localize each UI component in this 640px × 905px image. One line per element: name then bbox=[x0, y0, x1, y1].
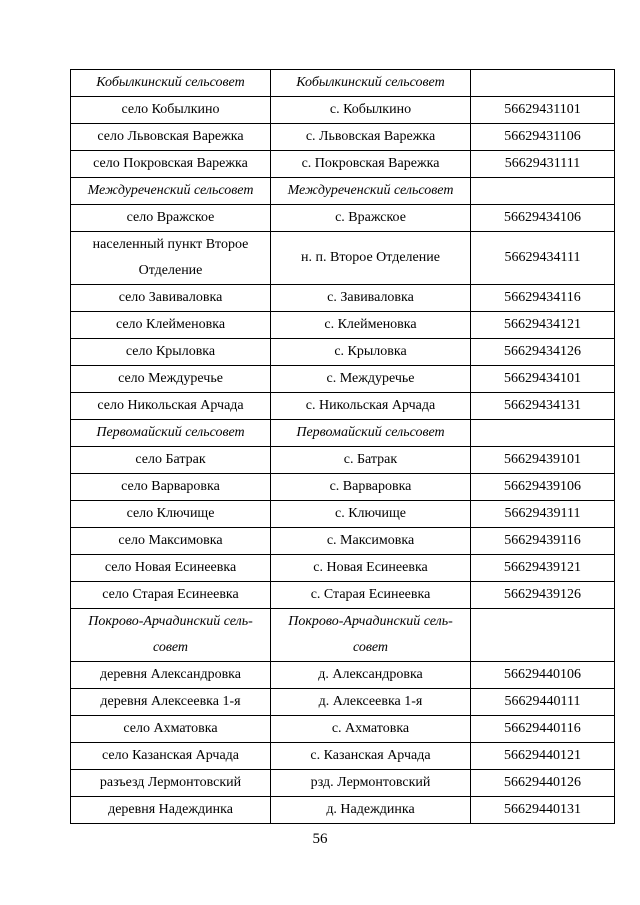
settlement-full-name: село Новая Есинеевка bbox=[71, 555, 271, 582]
settlement-full-name: село Вражское bbox=[71, 205, 271, 232]
settlements-table bbox=[70, 69, 615, 824]
table-row bbox=[71, 151, 615, 178]
settlement-short-name: с. Ахматовка bbox=[271, 716, 471, 743]
settlement-full-name: деревня Александровка bbox=[71, 662, 271, 689]
settlement-short-name: с. Казанская Арчада bbox=[271, 743, 471, 770]
settlement-short-name: с. Клейменовка bbox=[271, 312, 471, 339]
oktmo-code: 56629440126 bbox=[471, 770, 615, 797]
settlement-short-name: рзд. Лермонтовский bbox=[271, 770, 471, 797]
settlement-short-name: с. Ключище bbox=[271, 501, 471, 528]
settlement-short-name: д. Алексеевка 1-я bbox=[271, 689, 471, 716]
table-row bbox=[71, 97, 615, 124]
settlement-short-name: с. Завиваловка bbox=[271, 285, 471, 312]
oktmo-code: 56629440111 bbox=[471, 689, 615, 716]
table-row bbox=[71, 124, 615, 151]
table-row bbox=[71, 662, 615, 689]
oktmo-code: 56629434111 bbox=[471, 232, 615, 285]
settlement-short-name: с. Батрак bbox=[271, 447, 471, 474]
settlement-short-name: с. Междуречье bbox=[271, 366, 471, 393]
page-number: 56 bbox=[312, 831, 328, 847]
settlement-full-name: село Казанская Арчада bbox=[71, 743, 271, 770]
settlement-full-name: Кобылкинский сельсовет bbox=[71, 70, 271, 97]
settlement-short-name: с. Максимовка bbox=[271, 528, 471, 555]
oktmo-code: 56629439106 bbox=[471, 474, 615, 501]
settlement-short-name: с. Никольская Арчада bbox=[271, 393, 471, 420]
settlement-short-name: Кобылкинский сельсовет bbox=[271, 70, 471, 97]
settlement-full-name: разъезд Лермонтовский bbox=[71, 770, 271, 797]
settlement-full-name: село Ключище bbox=[71, 501, 271, 528]
table-row bbox=[71, 528, 615, 555]
council-header-row bbox=[71, 70, 615, 97]
settlement-short-name: с. Варваровка bbox=[271, 474, 471, 501]
table-row bbox=[71, 393, 615, 420]
council-header-row bbox=[71, 420, 615, 447]
table-row bbox=[71, 555, 615, 582]
oktmo-code: 56629434131 bbox=[471, 393, 615, 420]
oktmo-code: 56629440121 bbox=[471, 743, 615, 770]
oktmo-code: 56629440106 bbox=[471, 662, 615, 689]
settlement-full-name: деревня Алексеевка 1-я bbox=[71, 689, 271, 716]
council-header-row bbox=[71, 609, 615, 662]
table-row bbox=[71, 447, 615, 474]
oktmo-code bbox=[471, 609, 615, 662]
oktmo-code bbox=[471, 70, 615, 97]
settlement-full-name: деревня Надеждинка bbox=[71, 797, 271, 824]
settlement-full-name: село Львовская Варежка bbox=[71, 124, 271, 151]
table-row bbox=[71, 743, 615, 770]
oktmo-code: 56629440131 bbox=[471, 797, 615, 824]
settlement-short-name: с. Новая Есинеевка bbox=[271, 555, 471, 582]
settlement-short-name: с. Кобылкино bbox=[271, 97, 471, 124]
table-body bbox=[71, 70, 615, 824]
settlement-short-name: с. Крыловка bbox=[271, 339, 471, 366]
oktmo-code: 56629431101 bbox=[471, 97, 615, 124]
oktmo-code: 56629439116 bbox=[471, 528, 615, 555]
table-row bbox=[71, 582, 615, 609]
settlement-short-name: д. Надеждинка bbox=[271, 797, 471, 824]
settlement-short-name: н. п. Второе Отделение bbox=[271, 232, 471, 285]
settlement-full-name: Покрово-Арчадинский сель-совет bbox=[71, 609, 271, 662]
settlement-short-name: с. Покровская Варежка bbox=[271, 151, 471, 178]
table-row bbox=[71, 474, 615, 501]
oktmo-code bbox=[471, 420, 615, 447]
oktmo-code: 56629434116 bbox=[471, 285, 615, 312]
settlement-full-name: село Ахматовка bbox=[71, 716, 271, 743]
settlement-full-name: населенный пункт Второе Отделение bbox=[71, 232, 271, 285]
table-row bbox=[71, 689, 615, 716]
settlement-full-name: село Междуречье bbox=[71, 366, 271, 393]
settlement-full-name: село Никольская Арчада bbox=[71, 393, 271, 420]
settlement-short-name: с. Львовская Варежка bbox=[271, 124, 471, 151]
settlement-full-name: село Покровская Варежка bbox=[71, 151, 271, 178]
oktmo-code: 56629439121 bbox=[471, 555, 615, 582]
settlement-full-name: село Клейменовка bbox=[71, 312, 271, 339]
table-row bbox=[71, 312, 615, 339]
settlement-full-name: село Батрак bbox=[71, 447, 271, 474]
settlement-full-name: Первомайский сельсовет bbox=[71, 420, 271, 447]
settlement-full-name: село Максимовка bbox=[71, 528, 271, 555]
settlement-short-name: Междуреченский сельсовет bbox=[271, 178, 471, 205]
oktmo-code: 56629439101 bbox=[471, 447, 615, 474]
oktmo-code: 56629434106 bbox=[471, 205, 615, 232]
settlement-full-name: село Старая Есинеевка bbox=[71, 582, 271, 609]
oktmo-code bbox=[471, 178, 615, 205]
table-row bbox=[71, 797, 615, 824]
settlement-full-name: село Крыловка bbox=[71, 339, 271, 366]
table-row bbox=[71, 232, 615, 285]
oktmo-code: 56629434121 bbox=[471, 312, 615, 339]
oktmo-code: 56629434126 bbox=[471, 339, 615, 366]
oktmo-code: 56629431111 bbox=[471, 151, 615, 178]
settlement-short-name: Первомайский сельсовет bbox=[271, 420, 471, 447]
table-row bbox=[71, 770, 615, 797]
settlement-full-name: село Кобылкино bbox=[71, 97, 271, 124]
council-header-row bbox=[71, 178, 615, 205]
table-row bbox=[71, 339, 615, 366]
table-row bbox=[71, 366, 615, 393]
oktmo-code: 56629434101 bbox=[471, 366, 615, 393]
settlement-full-name: село Завиваловка bbox=[71, 285, 271, 312]
table-row bbox=[71, 501, 615, 528]
table-row bbox=[71, 285, 615, 312]
settlement-short-name: Покрово-Арчадинский сель-совет bbox=[271, 609, 471, 662]
table-row bbox=[71, 205, 615, 232]
settlement-short-name: д. Александровка bbox=[271, 662, 471, 689]
settlement-full-name: село Варваровка bbox=[71, 474, 271, 501]
table-row bbox=[71, 716, 615, 743]
settlement-short-name: с. Вражское bbox=[271, 205, 471, 232]
settlement-full-name: Междуреченский сельсовет bbox=[71, 178, 271, 205]
oktmo-code: 56629440116 bbox=[471, 716, 615, 743]
oktmo-code: 56629439111 bbox=[471, 501, 615, 528]
settlement-short-name: с. Старая Есинеевка bbox=[271, 582, 471, 609]
oktmo-code: 56629439126 bbox=[471, 582, 615, 609]
oktmo-code: 56629431106 bbox=[471, 124, 615, 151]
